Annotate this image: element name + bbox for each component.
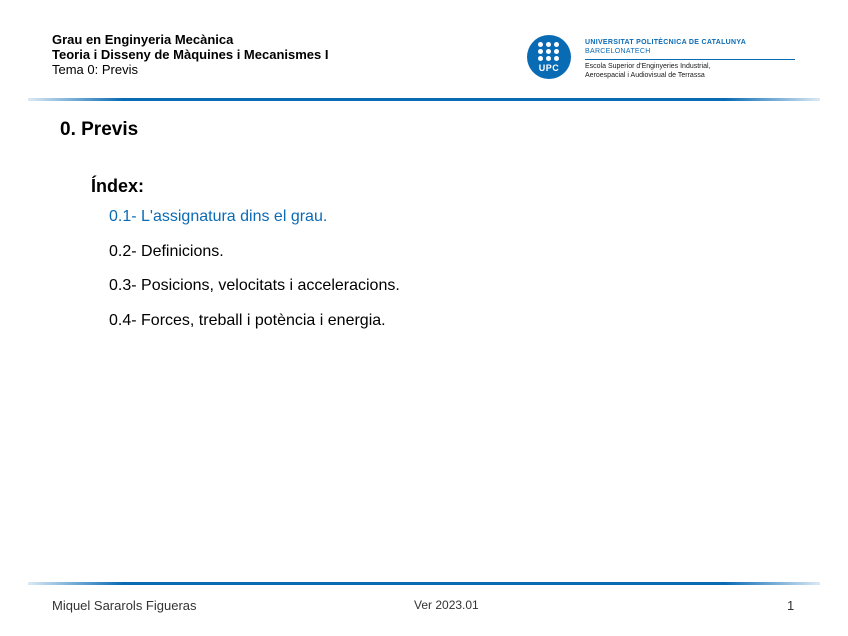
index-item-definicions[interactable]: 0.2- Definicions. bbox=[109, 242, 224, 260]
upc-badge-icon bbox=[527, 35, 571, 79]
index-item-assignatura[interactable]: 0.1- L'assignatura dins el grau. bbox=[109, 208, 328, 225]
degree-name: Grau en Enginyeria Mecànica bbox=[52, 32, 234, 47]
index-item-forces[interactable]: 0.4- Forces, treball i potència i energia. bbox=[109, 311, 386, 329]
header-course-info bbox=[52, 32, 328, 77]
upc-badge-text: UPC bbox=[538, 63, 560, 73]
topic-name: Tema 0: Previs bbox=[52, 62, 138, 77]
course-name: Teoria i Disseny de Màquines i Mecanismes I bbox=[52, 47, 329, 62]
index-list bbox=[109, 206, 400, 344]
footer-author: Miquel Sararols Figueras bbox=[52, 598, 197, 613]
dots-grid-icon bbox=[538, 42, 560, 64]
university-name: UNIVERSITAT POLITÈCNICA DE CATALUNYA bbox=[585, 39, 747, 46]
school-name-line1: Escola Superior d'Enginyeries Industrial, bbox=[585, 63, 711, 70]
header-divider bbox=[28, 98, 820, 101]
slide-title: 0. Previs bbox=[60, 119, 139, 140]
footer-divider bbox=[28, 582, 820, 585]
school-name-line2: Aeroespacial i Audiovisual de Terrassa bbox=[585, 72, 705, 79]
index-item-posicions[interactable]: 0.3- Posicions, velocitats i acceleracions. bbox=[109, 277, 400, 294]
footer-version: Ver 2023.01 bbox=[414, 598, 479, 612]
index-heading: Índex: bbox=[91, 176, 145, 196]
page-number: 1 bbox=[787, 598, 795, 613]
logo-divider bbox=[585, 59, 795, 60]
upc-logo bbox=[527, 35, 802, 87]
university-subtitle: BARCELONATECH bbox=[585, 48, 651, 55]
